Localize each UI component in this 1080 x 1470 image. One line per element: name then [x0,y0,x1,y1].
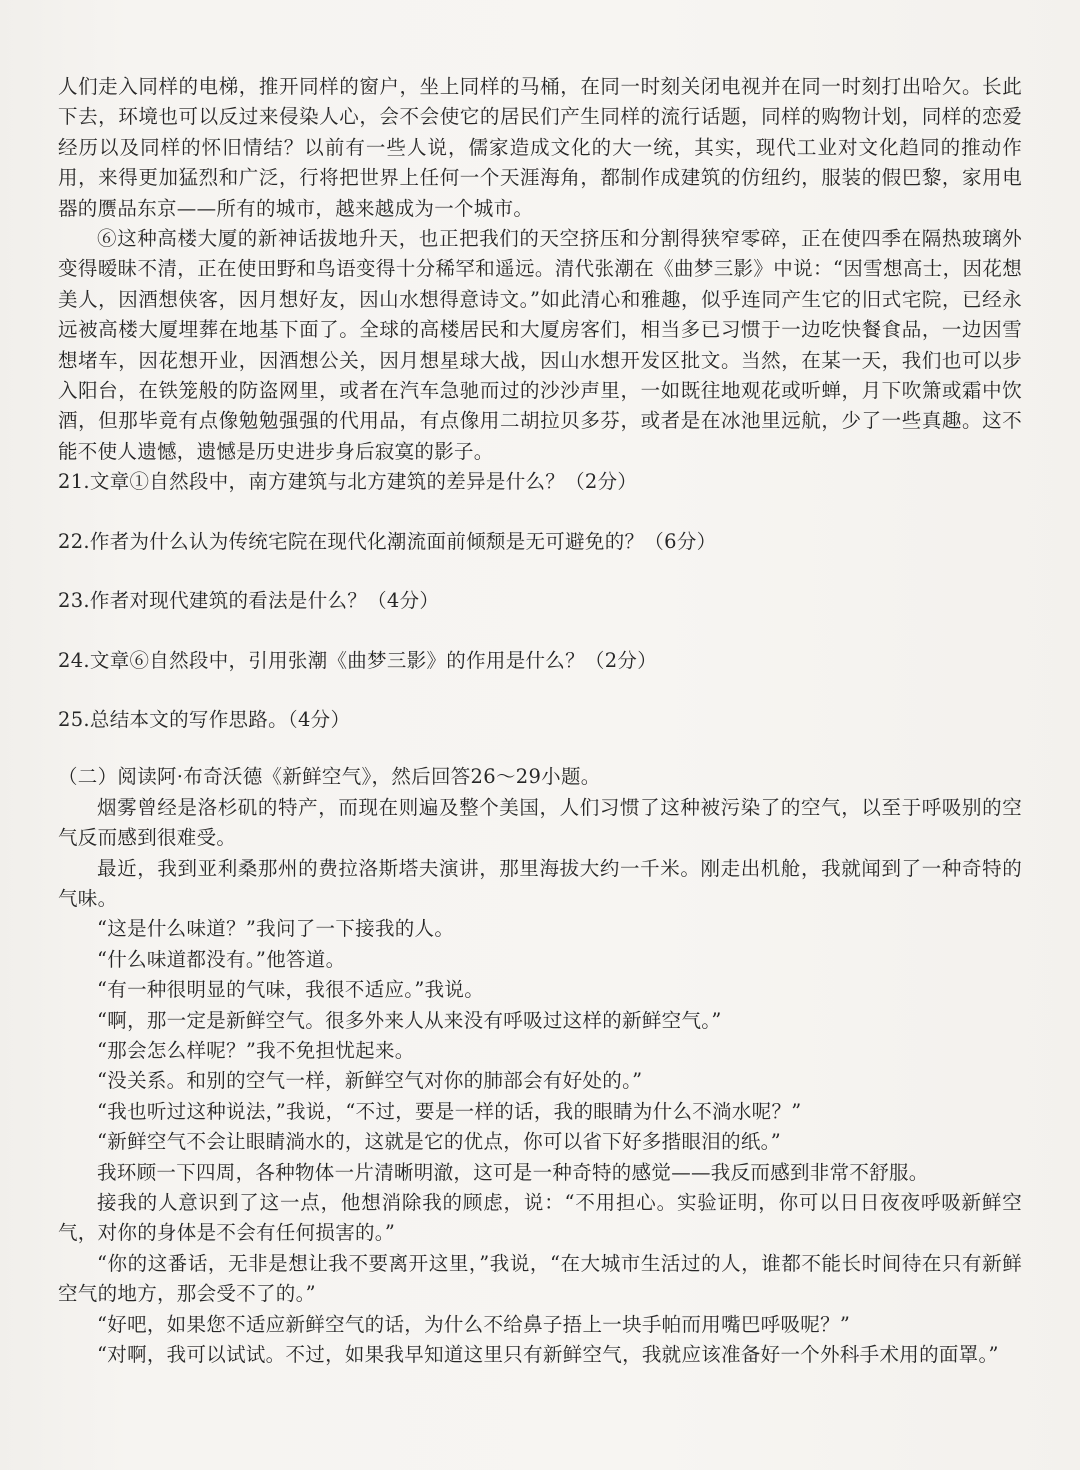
dialog-line-7: “我也听过这种说法，”我说，“不过，要是一样的话，我的眼睛为什么不淌水呢？” [97,1099,802,1123]
section-two-heading: （二）阅读阿·布奇沃德《新鲜空气》，然后回答26～29小题。 [58,765,601,789]
question-24: 24.文章⑥自然段中，引用张潮《曲梦三影》的作用是什么？（2分） [58,648,658,672]
story-paragraph-2: 最近，我到亚利桑那州的费拉洛斯塔夫演讲，那里海拔大约一千米。刚走出机舱，我就闻到了一种奇特的气味。 [58,856,1022,910]
dialog-line-8: “新鲜空气不会让眼睛淌水的，这就是它的优点，你可以省下好多揩眼泪的纸。” [97,1130,781,1154]
dialog-line-2: “什么味道都没有。”他答道。 [97,947,346,971]
passage-paragraph-6: ⑥这种高楼大厦的新神话拔地升天，也正把我们的天空挤压和分割得狭窄零碎，正在使四季在隔热玻璃外变得暧昧不清，正在使田野和鸟语变得十分稀罕和遥远。清代张潮在《曲梦三影》中说：“因雪想高士，因花想美人，因酒想侠客，因月想好友，因山水想得意诗文。”如此清心和雅趣，似乎连同产生它的旧式宅院，已经永远被高楼大厦埋葬在地基下面了。全球的高楼居民和大厦房客们，相当多已习惯于一边吃快餐食品，一边因雪想堵车，因花想开业，因酒想公关，因月想星球大战，因山水想开发区批文。当然，在某一天，我们也可以步入阳台，在铁笼般的防盗网里，或者在汽车急驰而过的沙沙声里，一如既往地观花或听蝉，月下吹箫或霜中饮酒，但那毕竟有点像勉勉强强的代用品，有点像用二胡拉贝多芬，或者是在冰池里远航，少了一些真趣。这不能不使人遗憾，遗憾是历史进步身后寂寞的影子。 [58,227,1022,463]
story-paragraph-1: 烟雾曾经是洛杉矶的特产，而现在则遍及整个美国，人们习惯了这种被污染了的空气，以至于呼吸别的空气反而感到很难受。 [58,795,1022,850]
question-25: 25.总结本文的写作思路。（4分） [58,707,351,731]
dialog-line-10: “好吧，如果您不适应新鲜空气的话，为什么不给鼻子捂上一块手帕而用嘴巴呼吸呢？” [97,1312,851,1336]
dialog-line-3: “有一种很明显的气味，我很不适应。”我说。 [97,978,484,1002]
story-paragraph-4: 接我的人意识到了这一点，他想消除我的顾虑，说：“不用担心。实验证明，你可以日日夜夜呼吸新鲜空气，对你的身体是不会有任何损害的。” [58,1191,1022,1245]
story-paragraph-3: 我环顾一下四周，各种物体一片清晰明澈，这可是一种奇特的感觉——我反而感到非常不舒服。 [97,1160,929,1184]
dialog-line-11: “对啊，我可以试试。不过，如果我早知道这里只有新鲜空气，我就应该准备好一个外科手术用的面罩。” [97,1343,999,1367]
question-22: 22.作者为什么认为传统宅院在现代化潮流面前倾颓是无可避免的？（6分） [58,529,717,553]
dialog-line-5: “那会怎么样呢？”我不免担忧起来。 [97,1038,415,1062]
dialog-line-4: “啊，那一定是新鲜空气。很多外来人从来没有呼吸过这样的新鲜空气。” [97,1008,722,1032]
dialog-line-9: “你的这番话，无非是想让我不要离开这里，”我说，“在大城市生活过的人，谁都不能长时间待在只有新鲜空气的地方，那会受不了的。” [58,1251,1022,1306]
dialog-line-6: “没关系。和别的空气一样，新鲜空气对你的肺部会有好处的。” [97,1069,643,1093]
question-23: 23.作者对现代建筑的看法是什么？（4分） [58,589,440,613]
dialog-line-1: “这是什么味道？”我问了一下接我的人。 [97,917,455,941]
passage-paragraph-5-end: 人们走入同样的电梯，推开同样的窗户，坐上同样的马桶，在同一时刻关闭电视并在同一时刻打出哈欠。长此下去，环境也可以反过来侵染人心，会不会使它的居民们产生同样的流行话题，同样的购物计划，同样的恋爱经历以及同样的怀旧情结？以前有一些人说，儒家造成文化的大一统，其实，现代工业对文化趋同的推动作用，来得更加猛烈和广泛，行将把世界上任何一个天涯海角，都制作成建筑的仿纽约，服装的假巴黎，家用电器的赝品东京——所有的城市，越来越成为一个城市。 [58,75,1022,220]
question-21: 21.文章①自然段中，南方建筑与北方建筑的差异是什么？（2分） [58,470,638,494]
